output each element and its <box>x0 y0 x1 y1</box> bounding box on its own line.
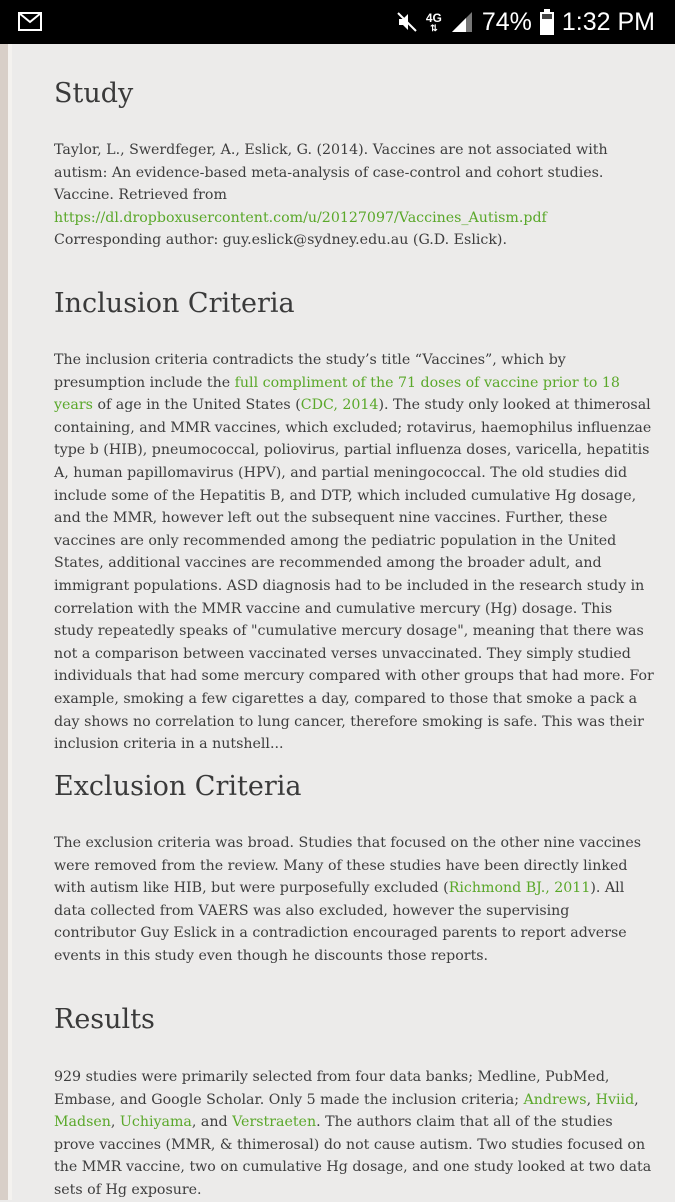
study-heading: Study <box>54 78 134 109</box>
results-text-1: 929 studies were primarily selected from four data banks; Medline, PubMed, Embase, and Google Scholar. Only 5 made the inclusion criteria; <box>54 1069 610 1108</box>
study-citation <box>54 139 654 229</box>
verstraeten-link[interactable]: Verstraeten <box>232 1114 317 1131</box>
results-sep-1: , <box>586 1091 596 1108</box>
left-edge-highlight <box>8 44 12 1200</box>
results-heading: Results <box>54 1004 155 1035</box>
exclusion-text-2: ). All data collected from VAERS was also excluded, however the supervising contributor Guy Eslick in a contradiction encouraged parents to report adverse events in this study even though he discounts those reports. <box>54 880 627 964</box>
study-citation-text: Taylor, L., Swerdfeger, A., Eslick, G. (2014). Vaccines are not associated with autism: An evidence-based meta-analysis of case-control and cohort studies. Vaccine. Retrieved from <box>54 142 608 204</box>
mute-icon <box>396 11 418 33</box>
exclusion-heading: Exclusion Criteria <box>54 771 302 802</box>
status-bar <box>0 0 675 44</box>
inclusion-paragraph <box>54 349 654 756</box>
doses-link[interactable]: full compliment of the 71 doses of vaccine prior to 18 years <box>54 374 620 414</box>
exclusion-text-1: The exclusion criteria was broad. Studies that focused on the other nine vaccines were removed from the review. Many of these studies have been directly linked with autism like HIB, but were purposefully excluded ( <box>54 835 641 897</box>
exclusion-paragraph <box>54 832 654 968</box>
richmond-2011-link[interactable]: Richmond BJ., 2011 <box>448 880 591 897</box>
results-paragraph <box>54 1066 654 1202</box>
cdc-2014-link[interactable]: CDC, 2014 <box>300 397 379 414</box>
network-type-label: 4G <box>425 10 442 25</box>
network-type-indicator <box>426 12 442 33</box>
inclusion-heading: Inclusion Criteria <box>54 288 295 319</box>
study-pdf-link[interactable]: https://dl.dropboxusercontent.com/u/20127097/Vaccines_Autism.pdf <box>54 209 547 226</box>
mail-notification-icon <box>18 12 42 31</box>
hviid-link[interactable]: Hviid <box>595 1091 635 1108</box>
status-icons <box>396 0 655 44</box>
battery-percent: 74% <box>481 7 532 36</box>
data-arrows-icon: ⇅ <box>430 22 438 33</box>
battery-icon <box>540 9 554 35</box>
signal-strength-icon <box>450 10 474 34</box>
inclusion-text-2: of age in the United States ( <box>92 397 301 414</box>
results-sep-3: , <box>110 1114 120 1131</box>
corresponding-author: Corresponding author: guy.eslick@sydney.edu.au (G.D. Eslick). <box>54 232 507 248</box>
clock: 1:32 PM <box>561 7 655 36</box>
andrews-link[interactable]: Andrews <box>523 1091 587 1108</box>
left-edge-border <box>0 44 8 1200</box>
uchiyama-link[interactable]: Uchiyama <box>119 1114 192 1131</box>
results-sep-2: , <box>634 1091 639 1108</box>
results-text-2: . The authors claim that all of the studies prove vaccines (MMR, & thimerosal) do not cause autism. Two studies focused on the MMR vaccine, two on cumulative Hg dosage, and one study looked at two data sets of Hg exposure. <box>54 1114 652 1198</box>
inclusion-text-1: The inclusion criteria contradicts the study’s title “Vaccines”, which by presumption include the <box>54 352 566 391</box>
inclusion-text-3: ). The study only looked at thimerosal containing, and MMR vaccines, which excluded; rotavirus, haemophilus influenzae type b (HIB), pneumococcal, poliovirus, partial influenza doses, varicella, hepatitis A, human papillomavirus (HPV), and partial meningococcal. The old studies did include some of the Hepatitis B, and DTP, which included cumulative Hg dosage, and the MMR, however left out the subsequent nine vaccines. Further, these vaccines are only recommended among the pediatric population in the United States, additional vaccines are recommended among the broader adult, and immigrant populations. ASD diagnosis had to be included in the research study in correlation with the MMR vaccine and cumulative mercury (Hg) dosage. This study repeatedly speaks of "cumulative mercury dosage", meaning that there was not a comparison between vaccinated verses unvaccinated. They simply studied individuals that had some mercury compared with other groups that had more. For example, smoking a few cigarettes a day, compared to those that smoke a pack a day shows no correlation to lung cancer, therefore smoking is safe. This was their inclusion criteria in a nutshell... <box>54 397 654 753</box>
madsen-link[interactable]: Madsen <box>54 1114 111 1131</box>
results-sep-4: , and <box>191 1114 233 1131</box>
